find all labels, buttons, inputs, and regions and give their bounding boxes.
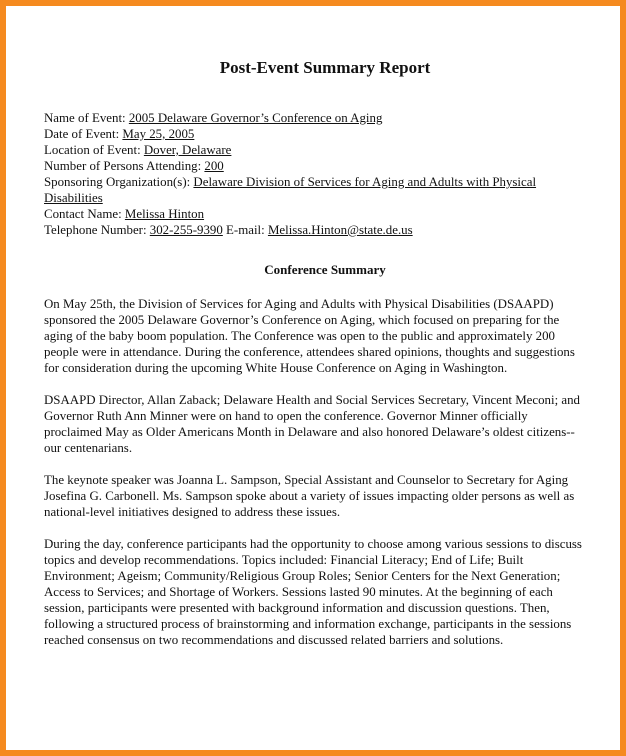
event-info-block <box>44 110 584 238</box>
email-label: E-mail: <box>222 223 268 237</box>
sponsor-line <box>44 174 584 206</box>
sponsor-value-line2: Disabilities <box>44 191 103 205</box>
phone-label: Telephone Number: <box>44 223 150 237</box>
event-location-value: Dover, Delaware <box>143 143 232 157</box>
attendees-value: 200 <box>204 159 224 173</box>
sponsor-label: Sponsoring Organization(s): <box>44 175 194 189</box>
report-title: Post-Event Summary Report <box>219 58 431 77</box>
document-page <box>44 50 584 664</box>
event-location-label: Location of Event: <box>44 143 144 157</box>
contact-value: Melissa Hinton <box>124 207 205 221</box>
event-date-label: Date of Event: <box>44 127 123 141</box>
phone-email-line <box>44 222 584 238</box>
sponsor-value-line1: Delaware Division of Services for Aging and Adults with Physical <box>193 175 537 189</box>
summary-paragraph-3: The keynote speaker was Joanna L. Sampson, Special Assistant and Counselor to Secretary for Aging Josefina G. Carbonell. Ms. Sampson spoke about a variety of issues impacting older persons as well as national-level initiatives designed to address these issues. <box>44 473 575 519</box>
email-value: Melissa.Hinton@state.de.us <box>267 223 413 237</box>
conference-summary-heading: Conference Summary <box>264 262 386 277</box>
event-date-value: May 25, 2005 <box>122 127 195 141</box>
phone-value: 302-255-9390 <box>149 223 223 237</box>
event-date-line <box>44 126 584 142</box>
event-location-line <box>44 142 584 158</box>
event-name-value: 2005 Delaware Governor’s Conference on Aging <box>128 111 383 125</box>
attendees-line <box>44 158 584 174</box>
contact-line <box>44 206 584 222</box>
summary-paragraph-4: During the day, conference participants had the opportunity to choose among various sessions to discuss topics and develop recommendations. Topics included: Financial Literacy; End of Life; Built Environment; Ageism; Community/Religious Group Roles; Senior Centers for the Next Generation; Access to Services; and Shortage of Workers. Sessions lasted 90 minutes. At the beginning of each session, participants were presented with background information and discussion questions. Then, following a structured process of brainstorming and information exchange, participants in the sessions reached consensus on two recommendations and discussed related barriers and solutions. <box>44 537 582 647</box>
contact-label: Contact Name: <box>44 207 125 221</box>
event-name-label: Name of Event: <box>44 111 129 125</box>
summary-paragraph-2: DSAAPD Director, Allan Zaback; Delaware Health and Social Services Secretary, Vincent Meconi; and Governor Ruth Ann Minner were on hand to open the conference. Governor Minner officially proclaimed May as Older Americans Month in Delaware and also honored Delaware’s oldest citizens--our centenarians. <box>44 393 580 455</box>
summary-paragraph-1: On May 25th, the Division of Services for Aging and Adults with Physical Disabilities (DSAAPD) sponsored the 2005 Delaware Governor’s Conference on Aging, which focused on preparing for the aging of the baby boom population. The Conference was open to the public and approximately 200 people were in attendance. During the conference, attendees shared opinions, thoughts and suggestions for consideration during the upcoming White House Conference on Aging in Washington. <box>44 297 575 375</box>
event-name-line <box>44 110 584 126</box>
attendees-label: Number of Persons Attending: <box>44 159 205 173</box>
